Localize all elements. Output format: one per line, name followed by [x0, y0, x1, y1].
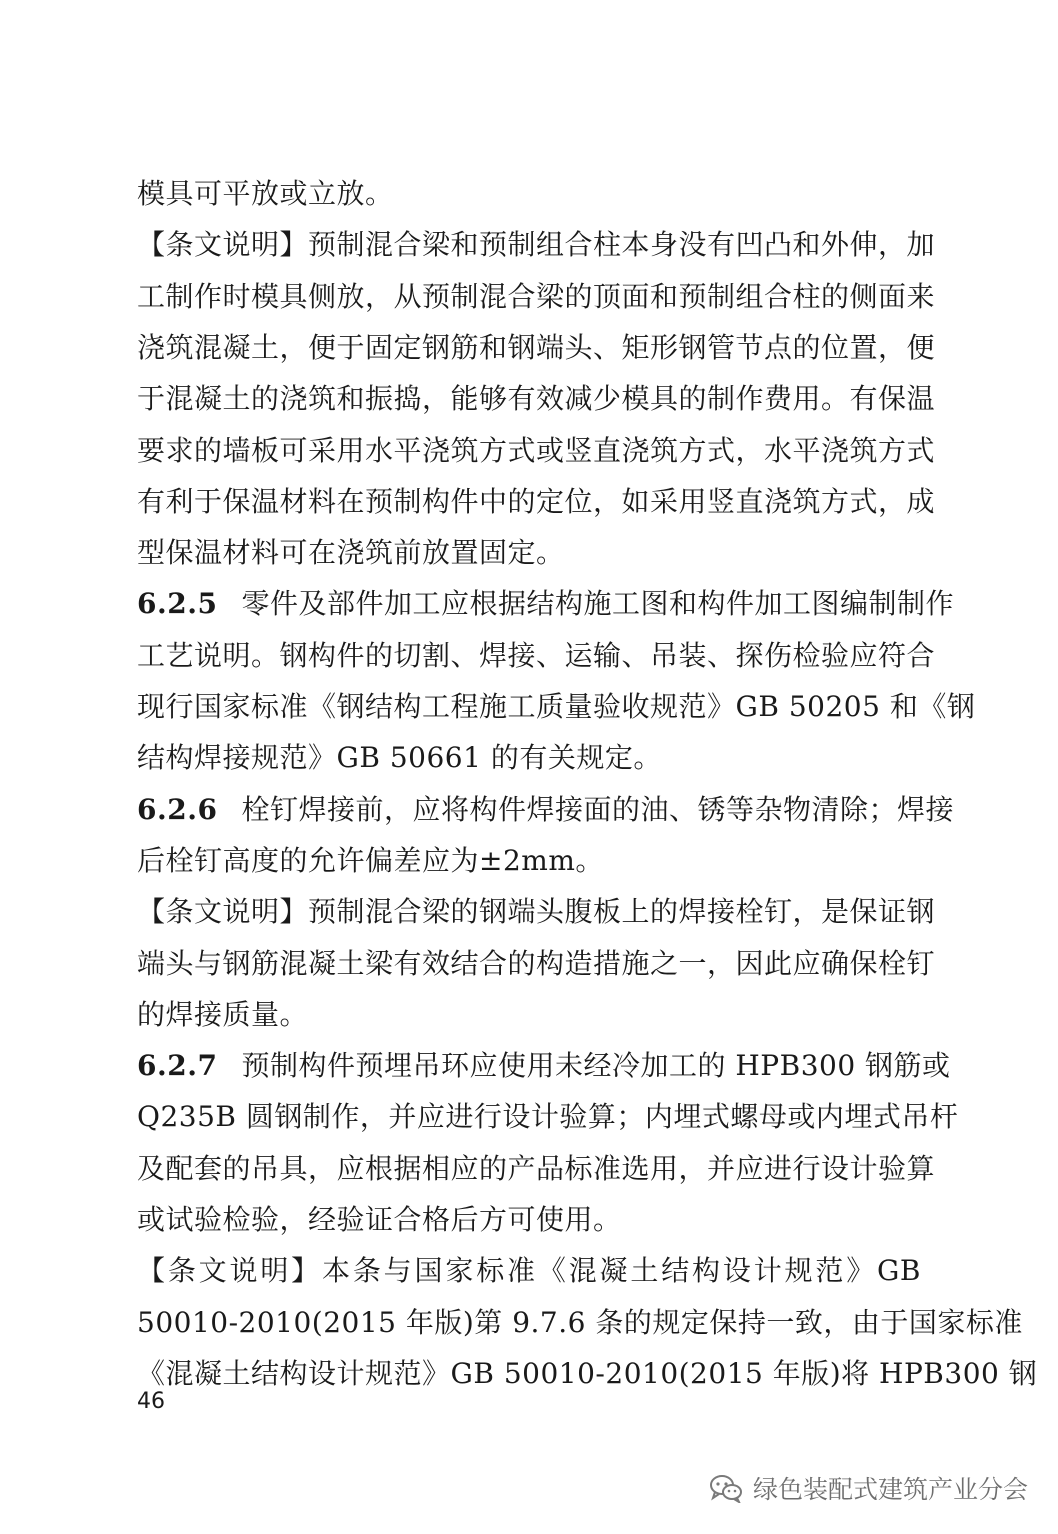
line-text: 结构焊接规范》GB 50661 的有关规定。 [137, 741, 662, 775]
line-text: 预制构件预埋吊环应使用未经冷加工的 HPB300 钢筋或 [241, 1049, 951, 1083]
text-line [137, 1099, 959, 1135]
line-text: 50010-2010(2015 年版)第 9.7.6 条的规定保持一致，由于国家标准 [137, 1305, 1023, 1339]
page-number: 46 [137, 1389, 165, 1414]
text-line [137, 1048, 951, 1084]
text-line [137, 946, 936, 982]
line-text: 工艺说明。钢构件的切割、焊接、运输、吊装、探伤检验应符合 [137, 638, 936, 672]
line-text: 型保温材料可在浇筑前放置固定。 [137, 536, 565, 570]
text-line [137, 1151, 936, 1187]
line-text: 【条文说明】预制混合梁的钢端头腹板上的焊接栓钉，是保证钢 [137, 895, 936, 929]
line-text: 【条文说明】预制混合梁和预制组合柱本身没有凹凸和外伸，加 [137, 228, 936, 262]
clause-number: 6.2.5 [137, 587, 218, 621]
line-text: 模具可平放或立放。 [137, 177, 394, 210]
line-text: 或试验检验，经验证合格后方可使用。 [137, 1203, 622, 1236]
line-text: Q235B 圆钢制作，并应进行设计验算；内埋式螺母或内埋式吊杆 [137, 1100, 959, 1134]
text-line [137, 740, 921, 776]
text-line [137, 1305, 1023, 1341]
line-text: 工制作时模具侧放，从预制混合梁的顶面和预制组合柱的侧面来 [137, 279, 936, 313]
line-text: 端头与钢筋混凝土梁有效结合的构造措施之一，因此应确保栓钉 [137, 946, 936, 980]
text-line [137, 330, 936, 366]
wechat-icon [709, 1473, 743, 1503]
line-text: 于混凝土的浇筑和振捣，能够有效减少模具的制作费用。有保温 [137, 382, 936, 416]
watermark [709, 1468, 1028, 1508]
text-line [137, 1356, 1038, 1392]
text-line [137, 1253, 921, 1289]
text-line [137, 176, 921, 212]
text-line [137, 535, 921, 571]
line-text: 《混凝土结构设计规范》GB 50010-2010(2015 年版)将 HPB300 钢 [137, 1356, 1038, 1390]
line-text: 零件及部件加工应根据结构施工图和构件加工图编制制作 [241, 587, 954, 621]
text-line [137, 997, 921, 1033]
line-text: 浇筑混凝土，便于固定钢筋和钢端头、矩形钢管节点的位置，便 [137, 330, 936, 364]
line-text: 的焊接质量。 [137, 997, 309, 1031]
text-line [137, 843, 921, 879]
text-line [137, 227, 936, 263]
line-text: 现行国家标准《钢结构工程施工质量验收规范》GB 50205 和《钢 [137, 690, 976, 723]
text-line [137, 433, 936, 469]
clause-number: 6.2.6 [137, 792, 218, 826]
text-line [137, 484, 936, 520]
clause-number: 6.2.7 [137, 1049, 218, 1083]
text-line [137, 586, 954, 622]
line-text: 栓钉焊接前，应将构件焊接面的油、锈等杂物清除；焊接 [241, 792, 954, 826]
text-line [137, 279, 936, 315]
text-line [137, 792, 954, 828]
watermark-text: 绿色装配式建筑产业分会 [752, 1475, 1028, 1504]
text-line [137, 638, 936, 674]
line-text: 【条文说明】本条与国家标准《混凝土结构设计规范》GB [137, 1254, 921, 1288]
line-text: 有利于保温材料在预制构件中的定位，如采用竖直浇筑方式，成 [137, 484, 936, 518]
text-line [137, 1202, 921, 1238]
line-text: 后栓钉高度的允许偏差应为±2mm。 [137, 843, 604, 877]
text-line [137, 689, 976, 725]
text-line [137, 894, 936, 930]
line-text: 及配套的吊具，应根据相应的产品标准选用，并应进行设计验算 [137, 1151, 936, 1185]
line-text: 要求的墙板可采用水平浇筑方式或竖直浇筑方式，水平浇筑方式 [137, 433, 936, 467]
text-line [137, 381, 936, 417]
